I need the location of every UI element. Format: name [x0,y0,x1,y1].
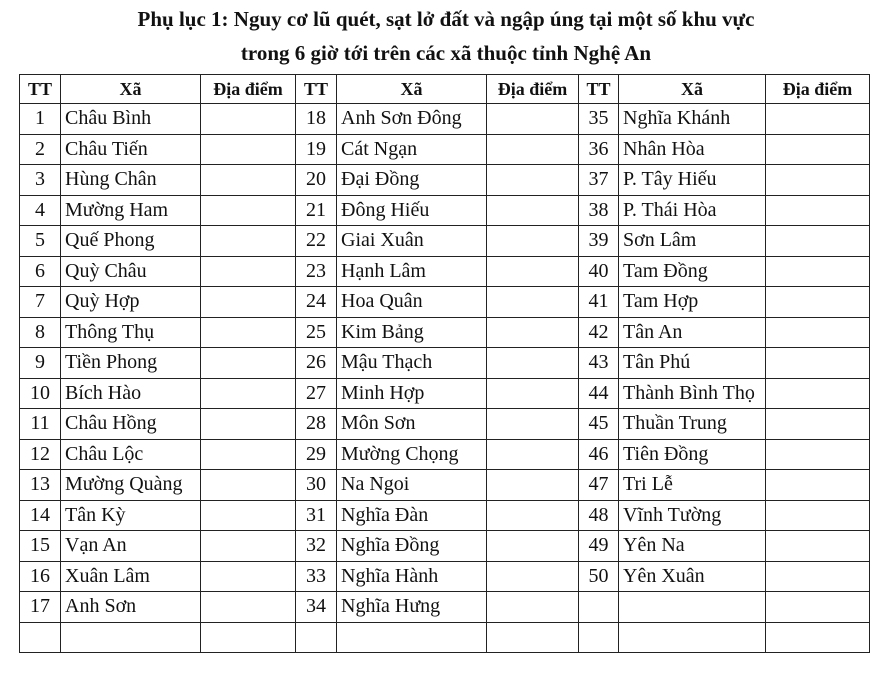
row-number-cell: 27 [296,378,337,409]
location-cell [766,500,870,531]
row-number-cell: 8 [20,317,61,348]
location-cell [487,195,579,226]
row-number-cell: 41 [579,287,619,318]
commune-name-cell: Thành Bình Thọ [619,378,766,409]
commune-name-cell: Anh Sơn Đông [337,104,487,135]
header-xa: Xã [337,75,487,104]
location-cell [487,134,579,165]
commune-name-cell: P. Tây Hiếu [619,165,766,196]
commune-name-cell [337,622,487,653]
row-number-cell: 50 [579,561,619,592]
table-row [20,622,870,653]
location-cell [766,317,870,348]
row-number-cell: 32 [296,531,337,562]
header-xa: Xã [619,75,766,104]
commune-name-cell: Mường Quàng [61,470,201,501]
table-row [20,165,870,196]
commune-name-cell: Cát Ngạn [337,134,487,165]
location-cell [201,165,296,196]
commune-name-cell: Hoa Quân [337,287,487,318]
commune-name-cell: Tri Lễ [619,470,766,501]
commune-name-cell: Châu Hồng [61,409,201,440]
location-cell [766,409,870,440]
commune-name-cell: Thông Thụ [61,317,201,348]
row-number-cell: 20 [296,165,337,196]
row-number-cell: 39 [579,226,619,257]
location-cell [201,622,296,653]
row-number-cell: 33 [296,561,337,592]
location-cell [766,226,870,257]
commune-name-cell: Mậu Thạch [337,348,487,379]
location-cell [766,195,870,226]
row-number-cell: 46 [579,439,619,470]
location-cell [201,500,296,531]
row-number-cell: 29 [296,439,337,470]
row-number-cell: 40 [579,256,619,287]
row-number-cell: 18 [296,104,337,135]
row-number-cell: 37 [579,165,619,196]
table-row [20,287,870,318]
row-number-cell: 30 [296,470,337,501]
commune-name-cell: Nghĩa Đàn [337,500,487,531]
table-row [20,348,870,379]
commune-name-cell: P. Thái Hòa [619,195,766,226]
location-cell [487,531,579,562]
commune-name-cell: Nghĩa Hành [337,561,487,592]
commune-name-cell: Mường Chọng [337,439,487,470]
commune-name-cell: Tam Đồng [619,256,766,287]
row-number-cell: 9 [20,348,61,379]
location-cell [487,287,579,318]
commune-name-cell: Tiền Phong [61,348,201,379]
location-cell [201,195,296,226]
row-number-cell: 1 [20,104,61,135]
row-number-cell: 10 [20,378,61,409]
row-number-cell: 15 [20,531,61,562]
location-cell [766,256,870,287]
commune-name-cell: Quế Phong [61,226,201,257]
row-number-cell: 36 [579,134,619,165]
row-number-cell [20,622,61,653]
commune-name-cell: Quỳ Châu [61,256,201,287]
row-number-cell: 44 [579,378,619,409]
header-tt: TT [20,75,61,104]
commune-name-cell: Mường Ham [61,195,201,226]
table-row [20,470,870,501]
table-row [20,500,870,531]
location-cell [201,531,296,562]
location-cell [766,561,870,592]
location-cell [487,378,579,409]
location-cell [766,378,870,409]
table-row [20,104,870,135]
table-row [20,561,870,592]
row-number-cell: 2 [20,134,61,165]
location-cell [766,592,870,623]
header-dia-diem: Địa điểm [201,75,296,104]
commune-name-cell: Anh Sơn [61,592,201,623]
commune-name-cell: Yên Xuân [619,561,766,592]
location-cell [201,378,296,409]
location-cell [201,317,296,348]
commune-name-cell: Thuần Trung [619,409,766,440]
document-title-line-1: Phụ lục 1: Nguy cơ lũ quét, sạt lở đất và ngập úng tại một số khu vực [137,7,755,31]
header-xa: Xã [61,75,201,104]
location-cell [487,256,579,287]
row-number-cell: 16 [20,561,61,592]
commune-name-cell: Tiên Đồng [619,439,766,470]
commune-name-cell: Hạnh Lâm [337,256,487,287]
location-cell [766,104,870,135]
row-number-cell: 48 [579,500,619,531]
commune-name-cell: Yên Na [619,531,766,562]
row-number-cell: 42 [579,317,619,348]
location-cell [201,439,296,470]
location-cell [201,409,296,440]
table-row [20,226,870,257]
table-row [20,592,870,623]
commune-name-cell: Tân An [619,317,766,348]
commune-name-cell: Nghĩa Khánh [619,104,766,135]
location-cell [201,561,296,592]
row-number-cell: 3 [20,165,61,196]
location-cell [487,592,579,623]
commune-name-cell: Quỳ Hợp [61,287,201,318]
header-tt: TT [296,75,337,104]
commune-name-cell [619,592,766,623]
commune-name-cell: Hùng Chân [61,165,201,196]
commune-name-cell: Nghĩa Hưng [337,592,487,623]
location-cell [766,134,870,165]
table-row [20,439,870,470]
row-number-cell: 26 [296,348,337,379]
location-cell [487,165,579,196]
header-dia-diem: Địa điểm [766,75,870,104]
location-cell [487,439,579,470]
location-cell [766,439,870,470]
location-cell [487,348,579,379]
row-number-cell [579,622,619,653]
location-cell [487,470,579,501]
row-number-cell: 47 [579,470,619,501]
commune-name-cell: Môn Sơn [337,409,487,440]
location-cell [487,500,579,531]
table-header-row [20,75,870,104]
table-row [20,378,870,409]
table-row [20,256,870,287]
row-number-cell: 13 [20,470,61,501]
row-number-cell [579,592,619,623]
document-title-line-2: trong 6 giờ tới trên các xã thuộc tỉnh Nghệ An [240,41,652,65]
commune-name-cell: Na Ngoi [337,470,487,501]
location-cell [487,226,579,257]
location-cell [201,256,296,287]
commune-name-cell: Tam Hợp [619,287,766,318]
header-dia-diem: Địa điểm [487,75,579,104]
commune-name-cell [619,622,766,653]
location-cell [487,317,579,348]
location-cell [201,134,296,165]
row-number-cell: 19 [296,134,337,165]
header-tt: TT [579,75,619,104]
row-number-cell: 31 [296,500,337,531]
row-number-cell: 43 [579,348,619,379]
row-number-cell: 22 [296,226,337,257]
row-number-cell: 34 [296,592,337,623]
location-cell [487,104,579,135]
row-number-cell: 17 [20,592,61,623]
location-cell [201,592,296,623]
commune-name-cell: Châu Tiến [61,134,201,165]
commune-name-cell: Châu Bình [61,104,201,135]
table-row [20,317,870,348]
table-row [20,531,870,562]
commune-name-cell [61,622,201,653]
row-number-cell [296,622,337,653]
row-number-cell: 38 [579,195,619,226]
location-cell [201,104,296,135]
commune-name-cell: Sơn Lâm [619,226,766,257]
row-number-cell: 25 [296,317,337,348]
location-cell [487,561,579,592]
commune-name-cell: Tân Phú [619,348,766,379]
location-cell [766,287,870,318]
commune-name-cell: Kim Bảng [337,317,487,348]
location-cell [766,348,870,379]
table-body [20,104,870,653]
row-number-cell: 45 [579,409,619,440]
row-number-cell: 5 [20,226,61,257]
row-number-cell: 7 [20,287,61,318]
commune-name-cell: Đông Hiếu [337,195,487,226]
commune-name-cell: Giai Xuân [337,226,487,257]
commune-name-cell: Bích Hào [61,378,201,409]
row-number-cell: 23 [296,256,337,287]
location-cell [201,287,296,318]
location-cell [766,165,870,196]
row-number-cell: 14 [20,500,61,531]
table-row [20,134,870,165]
table-row [20,195,870,226]
commune-name-cell: Châu Lộc [61,439,201,470]
commune-name-cell: Nhân Hòa [619,134,766,165]
commune-name-cell: Xuân Lâm [61,561,201,592]
location-cell [201,226,296,257]
commune-risk-table [19,74,870,653]
row-number-cell: 35 [579,104,619,135]
commune-name-cell: Vạn An [61,531,201,562]
location-cell [766,531,870,562]
commune-name-cell: Tân Kỳ [61,500,201,531]
commune-name-cell: Vĩnh Tường [619,500,766,531]
location-cell [201,470,296,501]
commune-name-cell: Minh Hợp [337,378,487,409]
row-number-cell: 12 [20,439,61,470]
row-number-cell: 49 [579,531,619,562]
commune-name-cell: Nghĩa Đồng [337,531,487,562]
location-cell [487,622,579,653]
location-cell [487,409,579,440]
location-cell [201,348,296,379]
location-cell [766,622,870,653]
row-number-cell: 6 [20,256,61,287]
table-row [20,409,870,440]
row-number-cell: 11 [20,409,61,440]
row-number-cell: 21 [296,195,337,226]
commune-name-cell: Đại Đồng [337,165,487,196]
row-number-cell: 24 [296,287,337,318]
row-number-cell: 28 [296,409,337,440]
row-number-cell: 4 [20,195,61,226]
location-cell [766,470,870,501]
